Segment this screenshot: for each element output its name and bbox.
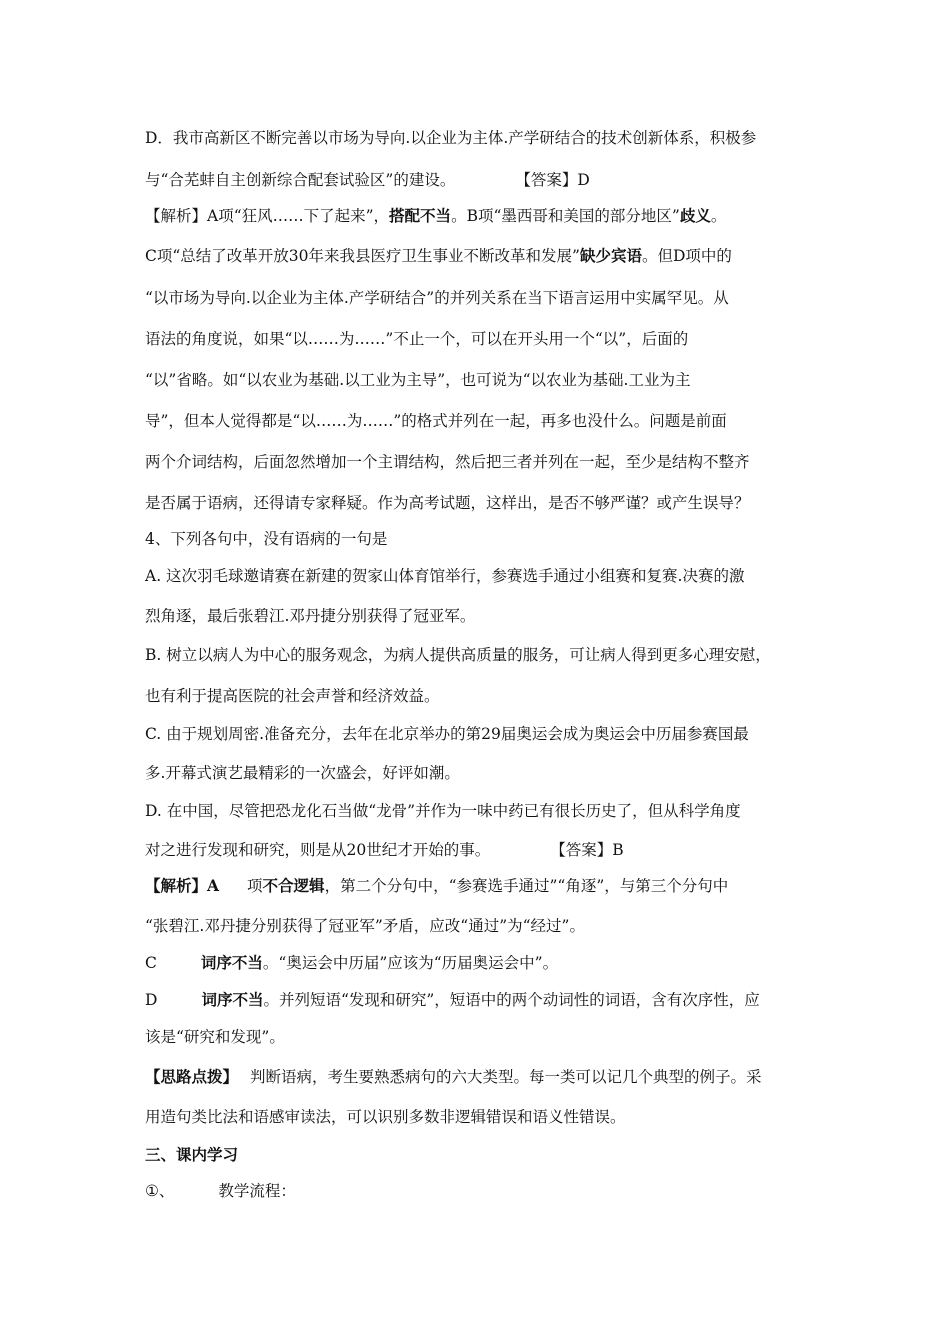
analysis-text: 【解析】A项“狂风……下了起来”， <box>145 207 390 225</box>
option-b-line-1: B. 树立以病人为中心的服务观念，为病人提供高质量的服务，可让病人得到更多心理安慰， <box>145 646 771 664</box>
analysis-text: 。“奥运会中历届”应该为“历届奥运会中”。 <box>262 954 559 972</box>
option-d-line-1: D．我市高新区不断完善以市场为导向.以企业为主体.产学研结合的技术创新体系，积极参 <box>145 129 757 147</box>
answer-label: 【答案】B <box>550 841 624 859</box>
answer-label: 【答案】D <box>515 171 590 189</box>
bold-term: 词序不当 <box>201 990 264 1009</box>
analysis-text: 。B项“墨西哥和美国的部分地区” <box>451 207 680 225</box>
bold-term: 缺少宾语 <box>579 246 642 265</box>
analysis-line-8: 是否属于语病，还得请专家释疑。作为高考试题，这样出，是否不够严谨？或产生误导？ <box>145 494 750 512</box>
analysis-text: 。 <box>710 207 727 225</box>
bold-term: 搭配不当 <box>389 206 452 225</box>
tips-label: 【思路点拨】 <box>145 1067 239 1086</box>
analysis-text: 。并列短语“发现和研究”，短语中的两个动词性的词语，含有次序性，应 <box>263 991 760 1009</box>
option-a-line-2: 烈角逐，最后张碧江.邓丹捷分别获得了冠亚军。 <box>145 607 476 625</box>
option-c-line-1: C. 由于规划周密.准备充分，去年在北京举办的第29届奥运会成为奥运会中历届参赛国最 <box>145 725 749 743</box>
option-d-line-2-text: 与“合芜蚌自主创新综合配套试验区”的建设。 <box>145 171 456 189</box>
section-heading: 三、课内学习 <box>145 1145 239 1164</box>
analysis2-line-2: “张碧江.邓丹捷分别获得了冠亚军”矛盾，应改“通过”为“经过”。 <box>145 917 585 935</box>
bold-term: 词序不当 <box>200 953 263 972</box>
option-d-line-2 <box>145 840 825 860</box>
option-d-text: 对之进行发现和研究，则是从20世纪才开始的事。 <box>145 841 491 859</box>
tips-text: 判断语病，考生要熟悉病句的六大类型。每一类可以记几个典型的例子。采 <box>250 1068 762 1086</box>
analysis-line-1 <box>145 206 825 226</box>
option-a-line-1: A. 这次羽毛球邀请赛在新建的贺家山体育馆举行，参赛选手通过小组赛和复赛.决赛的激 <box>145 567 745 585</box>
analysis-label: 【解析】A <box>145 876 220 895</box>
bold-term: 歧义 <box>679 206 711 225</box>
option-c-line-2: 多.开幕式演艺最精彩的一次盛会，好评如潮。 <box>145 764 460 782</box>
option-label: C <box>145 954 157 972</box>
tips-line-1 <box>145 1067 825 1087</box>
analysis2-c <box>145 953 825 973</box>
analysis-text: C项“总结了改革开放30年来我县医疗卫生事业不断改革和发展” <box>145 247 580 265</box>
option-label: D <box>145 991 158 1009</box>
item-text: 教学流程： <box>218 1182 296 1200</box>
question-4-stem: 4、下列各句中，没有语病的一句是 <box>145 530 388 548</box>
option-b-line-2: 也有利于提高医院的社会声誉和经济效益。 <box>145 687 440 705</box>
analysis-line-5: “以”省略。如“以农业为基础.以工业为主导”，也可说为“以农业为基础.工业为主 <box>145 371 691 389</box>
analysis-line-7: 两个介词结构，后面忽然增加一个主谓结构，然后把三者并列在一起，至少是结构不整齐 <box>145 453 750 471</box>
analysis-line-3: “以市场为导向.以企业为主体.产学研结合”的并列关系在当下语言运用中实属罕见。从 <box>145 289 729 307</box>
item-number: ①、 <box>145 1182 175 1200</box>
analysis-line-6: 导”，但本人觉得都是“以……为……”的格式并列在一起，再多也没什么。问题是前面 <box>145 412 727 430</box>
analysis-text: ，第二个分句中，“参赛选手通过”“角逐”，与第三个分句中 <box>324 877 729 895</box>
analysis2-line-1 <box>145 876 825 896</box>
tips-line-2: 用造句类比法和语感审读法，可以识别多数非逻辑错误和语义性错误。 <box>145 1108 626 1126</box>
analysis2-d-line-2: 该是“研究和发现”。 <box>145 1028 285 1046</box>
option-d-line-1: D. 在中国，尽管把恐龙化石当做“龙骨”并作为一味中药已有很长历史了，但从科学角度 <box>145 802 741 820</box>
analysis-line-2 <box>145 246 825 266</box>
list-item <box>145 1181 825 1201</box>
analysis-text: 项 <box>247 877 263 895</box>
bold-term: 不合逻辑 <box>262 876 325 895</box>
analysis2-d <box>145 990 825 1010</box>
option-d-line-2 <box>145 170 825 190</box>
analysis-text: 。但D项中的 <box>641 247 732 265</box>
analysis-line-4: 语法的角度说，如果“以……为……”不止一个，可以在开头用一个“以”，后面的 <box>145 330 689 348</box>
